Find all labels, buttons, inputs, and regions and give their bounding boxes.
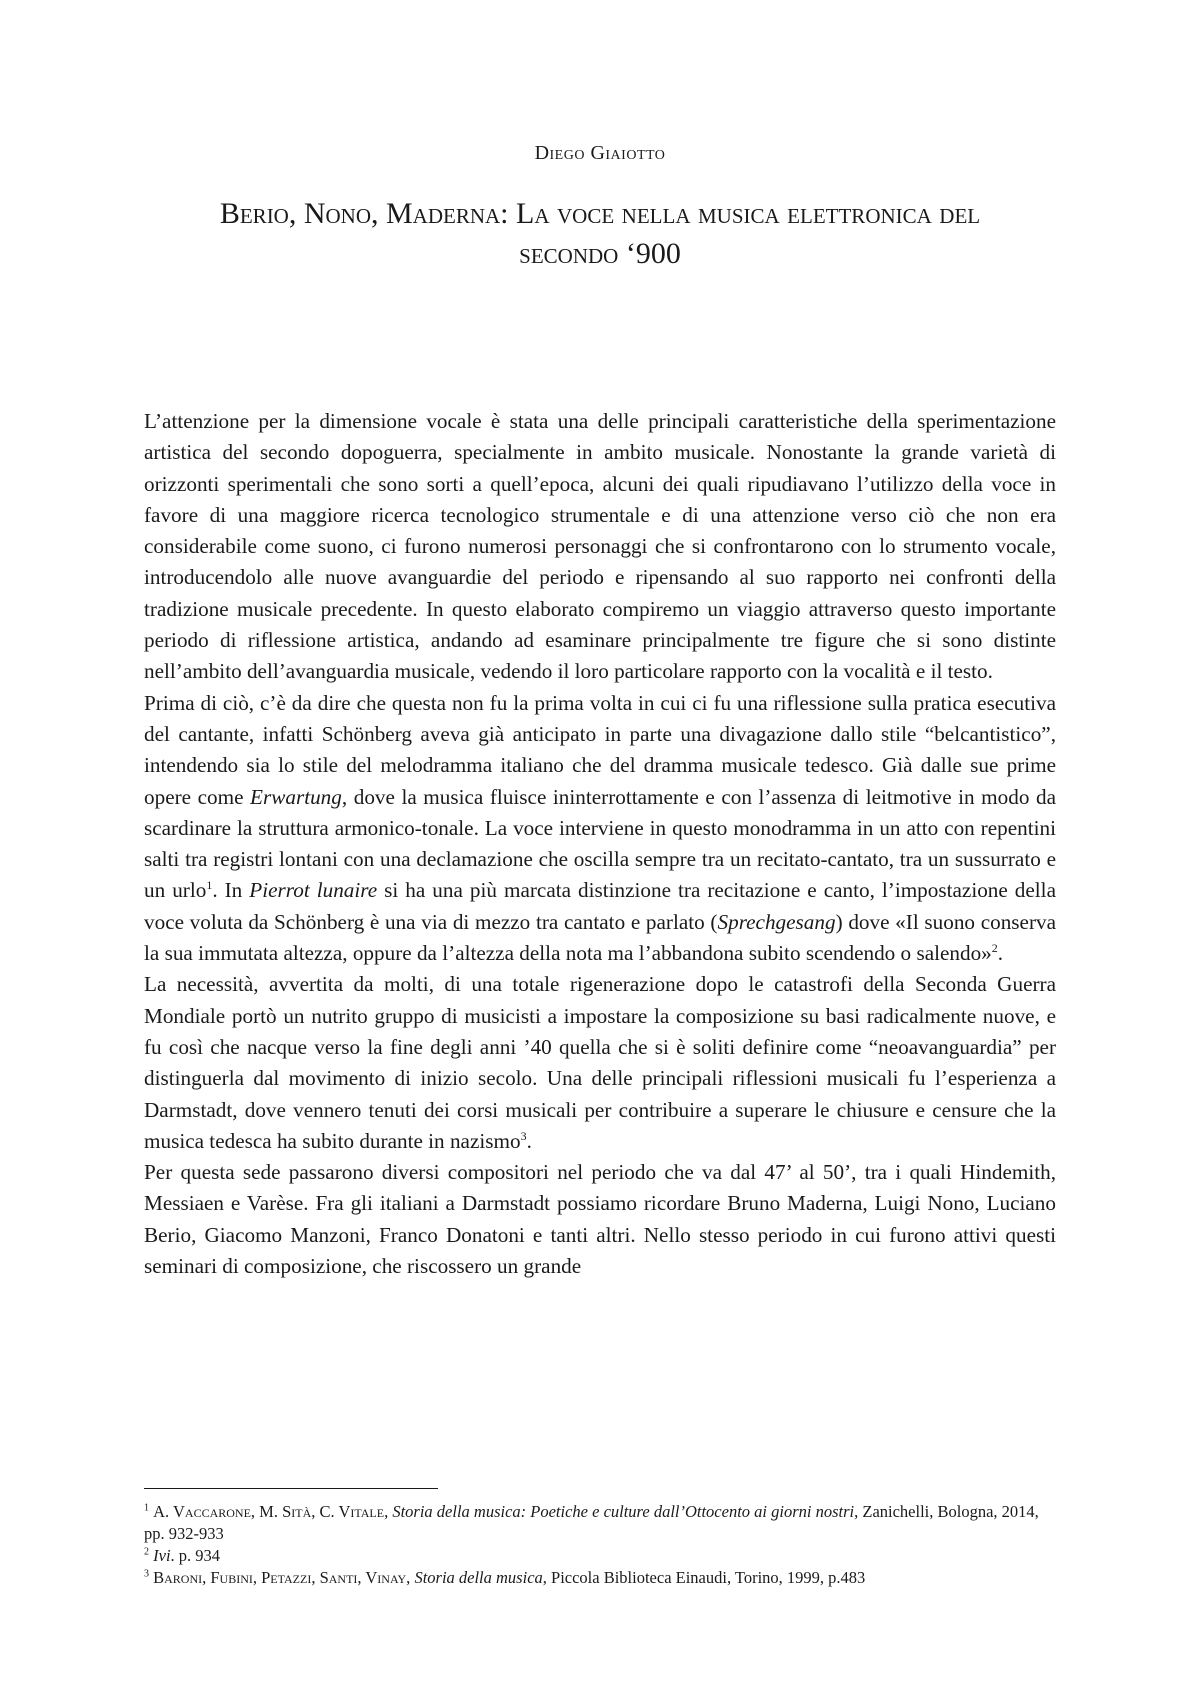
footnote-3-number: 3 (144, 1568, 149, 1580)
paragraph-3-text-b: . (526, 1128, 532, 1153)
footnote-1 (144, 1501, 1056, 1545)
footnote-1-publisher: , Zanichelli, Bologna, 2014, pp. 932-933 (144, 1502, 1039, 1543)
paragraph-2-text-d: si ha una più marcata distinzione tra recitazione e canto, l’impostazione della voce voluta da Schönberg è una via di mezzo tra cantato e parlato ( (144, 878, 1056, 934)
footnote-3-authors: Baroni, Fubini, Petazzi, Santi, Vinay, (153, 1568, 411, 1587)
paragraph-2-text-a: Prima di ciò, c’è da dire che questa non fu la prima volta in cui ci fu una riflessione sulla pratica esecutiva del cantante, infatti Schönberg aveva già anticipato in parte una divagazione dallo stile “belcantistico”, intendendo sia lo stile del melodramma italiano che del dramma musicale tedesco. Già dalle sue prime opere come (144, 690, 1056, 809)
paragraph-3-text-a: La necessità, avvertita da molti, di una totale rigenerazione dopo le catastrofi della Seconda Guerra Mondiale portò un nutrito gruppo di musicisti a impostare la composizione su basi radicalmente nuove, e fu così che nacque verso la fine degli anni ’40 quella che si è soliti definire come “neoavanguardia” per distinguerla dal movimento di inizio secolo. Una delle principali riflessioni musicali fu l’esperienza a Darmstadt, dove vennero tenuti dei corsi musicali per contribuire a superare le chiusure e censure che la musica tedesca ha subito durante in nazismo (144, 972, 1056, 1153)
paragraph-3 (144, 969, 1056, 1157)
term-sprechgesang: Sprechgesang (717, 909, 836, 934)
footnote-3 (144, 1567, 1056, 1589)
work-title-pierrot: Pierrot lunaire (249, 878, 378, 903)
paragraph-2-text-e: ) dove «Il suono conserva la sua immutata altezza, oppure da l’altezza della nota ma l’abbandona subito scendendo o salendo» (144, 909, 1056, 966)
footnote-2-ivi: Ivi (153, 1546, 171, 1565)
footnote-ref-1[interactable]: 1 (206, 878, 213, 893)
paragraph-2-text-b: , dove la musica fluisce ininterrottamente e con l’assenza di leitmotive in modo da scardinare la struttura armonico-tonale. La voce interviene in questo monodramma in un atto con repentini salti tra registri lontani con una declamazione che oscilla sempre tra un recitato-cantato, tra un sussurrato e un urlo (144, 784, 1056, 903)
author-name: Diego Giaiotto (534, 142, 666, 164)
footnote-1-title: Storia della musica: Poetiche e culture dall’Ottocento ai giorni nostri (392, 1502, 855, 1521)
paragraph-2-text-f: . (997, 941, 1004, 966)
footnote-2-number: 2 (144, 1546, 149, 1558)
footnote-2 (144, 1545, 1056, 1567)
footnote-divider (144, 1488, 438, 1489)
paragraph-1: L’attenzione per la dimensione vocale è stata una delle principali caratteristiche della sperimentazione artistica del secondo dopoguerra, specialmente in ambito musicale. Nonostante la grande varietà di orizzonti sperimentali che sono sorti a quell’epoca, alcuni dei quali ripudiavano l’utilizzo della voce in favore di una maggiore ricerca tecnologico strumentale e di una attenzione verso ciò che non era considerabile come suono, ci furono numerosi personaggi che si confrontarono con lo strumento vocale, introducendolo alle nuove avanguardie del periodo e ripensando al suo rapporto nei confronti della tradizione musicale precedente. In questo elaborato compiremo un viaggio attraverso questo importante periodo di riflessione artistica, andando ad esaminare principalmente tre figure che si sono distinte nell’ambito dell’avanguardia musicale, vedendo il loro particolare rapporto con la vocalità e il testo. (144, 409, 1056, 684)
paragraph-2 (144, 688, 1056, 970)
footnotes (144, 1488, 1056, 1589)
footnote-ref-3[interactable]: 3 (520, 1128, 527, 1143)
document-title (144, 194, 1056, 274)
footnote-2-page: . p. 934 (170, 1546, 221, 1565)
paragraph-4: Per questa sede passarono diversi compositori nel periodo che va dal 47’ al 50’, tra i quali Hindemith, Messiaen e Varèse. Fra gli italiani a Darmstadt possiamo ricordare Bruno Maderna, Luigi Nono, Luciano Berio, Giacomo Manzoni, Franco Donatoni e tanti altri. Nello stesso periodo in cui furono attivi questi seminari di composizione, che riscossero un grande (144, 1160, 1056, 1279)
footnote-3-title: Storia della musica (414, 1568, 543, 1587)
title-line-2: secondo ‘900 (519, 237, 681, 270)
footnote-3-publisher: , Piccola Biblioteca Einaudi, Torino, 1999, p.483 (542, 1568, 866, 1587)
paragraph-2-text-c: . In (212, 878, 250, 903)
title-line-1: Berio, Nono, Maderna: La voce nella musica elettronica del (219, 197, 981, 230)
work-title-erwartung: Erwartung (250, 784, 342, 809)
footnote-1-authors: A. Vaccarone, M. Sità, C. Vitale, (153, 1502, 389, 1521)
document-page (144, 0, 1056, 1696)
footnote-ref-2[interactable]: 2 (991, 940, 998, 955)
footnote-1-number: 1 (144, 1502, 149, 1514)
body-text (144, 406, 1056, 1282)
